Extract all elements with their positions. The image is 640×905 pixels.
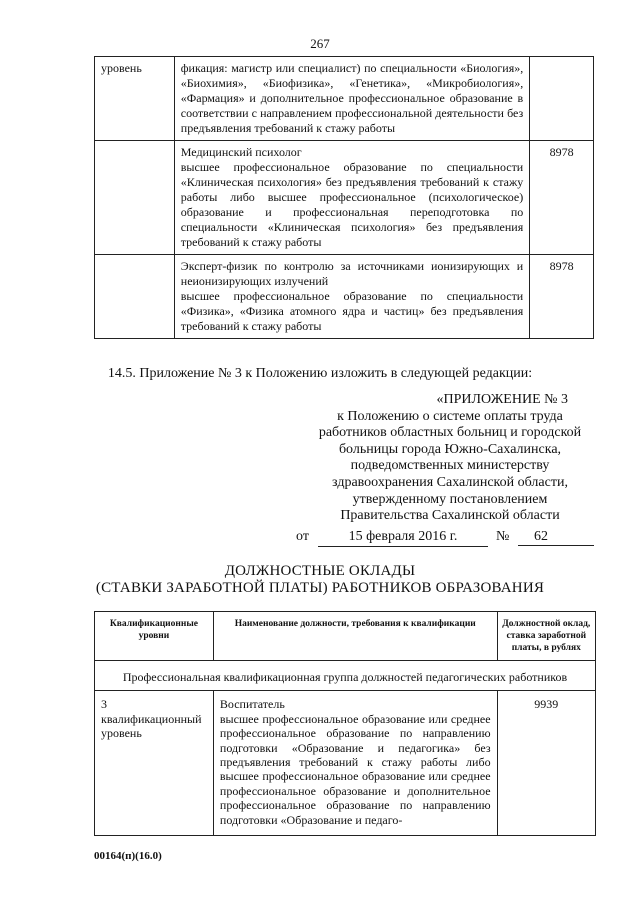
salary-cell — [530, 57, 594, 141]
requirements-cell: Медицинский психолог высшее профессиональное образование по специальности «Клиническая психология» без предъявления требований к стажу работы либо высшее профессиональное (психологическое) образование и профессиональная переподготовка по специальности «Клиническая психология» без предъявления требований к стажу работы — [174, 141, 529, 255]
appendix-title: «ПРИЛОЖЕНИЕ № 3 — [436, 392, 568, 407]
table-row — [95, 57, 594, 141]
salary-cell: 9939 — [497, 691, 595, 836]
page-number: 267 — [310, 36, 330, 51]
level-cell: уровень — [95, 57, 175, 141]
appendix-line: утвержденному постановлением — [352, 491, 548, 507]
column-header-levels: Квалификационные уровни — [95, 612, 214, 661]
appendix-line: Правительства Сахалинской области — [340, 508, 560, 524]
group-title: Профессиональная квалификационная группа должностей педагогических работников — [95, 661, 596, 691]
appendix-line: к Положению о системе оплаты труда — [337, 408, 563, 424]
requirements-cell: Эксперт-физик по контролю за источниками ионизирующих и неионизирующих излучений высшее профессиональное образование по специальности «Физика», «Физика атомного ядра и частиц» без предъявления требований к стажу работы — [174, 255, 529, 339]
table-row — [95, 691, 596, 836]
appendix-header — [300, 392, 600, 525]
number-label: № — [496, 529, 510, 544]
appendix-line: работников областных больниц и городской — [318, 425, 582, 441]
document-subtitle: (СТАВКИ ЗАРАБОТНОЙ ПЛАТЫ) РАБОТНИКОВ ОБРАЗОВАНИЯ — [95, 580, 545, 596]
table-row — [95, 255, 594, 339]
document-code: 00164(п)(16.0) — [94, 850, 162, 862]
from-label: от — [296, 529, 309, 544]
level-cell — [95, 255, 175, 339]
salary-cell: 8978 — [530, 141, 594, 255]
appendix-line: больницы города Южно-Сахалинска, — [338, 441, 562, 457]
requirements-cell: Воспитатель высшее профессиональное образование или среднее профессиональное образование по направлению подготовки «Образование и педагогика» без предъявления требований к стажу работы либо высшее профессиональное образование или среднее профессиональное образование и дополнительное профессиональное образование по направлению подготовки «Образование и педаго- — [213, 691, 497, 836]
resolution-dateline — [296, 529, 596, 549]
appendix-line: подведомственных министерству — [350, 458, 550, 474]
document-title: ДОЛЖНОСТНЫЕ ОКЛАДЫ — [224, 563, 416, 579]
group-row — [95, 661, 596, 691]
continuation-table — [94, 56, 594, 339]
requirements-cell: фикация: магистр или специалист) по специальности «Биология», «Биохимия», «Биофизика», «Генетика», «Микробиология», «Фармация» и дополнительное профессиональное образование в соответствии с направлением профессиональной деятельности без предъявления требований к стажу работы — [174, 57, 529, 141]
resolution-number: 62 — [518, 529, 594, 546]
salary-table — [94, 611, 596, 836]
level-cell: 3 квалификационный уровень — [95, 691, 214, 836]
salary-cell: 8978 — [530, 255, 594, 339]
amendment-paragraph: 14.5. Приложение № 3 к Положению изложить в следующей редакции: — [107, 366, 533, 381]
level-cell — [95, 141, 175, 255]
table-row — [95, 141, 594, 255]
table-header-row — [95, 612, 596, 661]
appendix-line: здравоохранения Сахалинской области, — [332, 474, 568, 490]
column-header-position: Наименование должности, требования к квалификации — [213, 612, 497, 661]
column-header-salary: Должностной оклад, ставка заработной платы, в рублях — [497, 612, 595, 661]
resolution-date: 15 февраля 2016 г. — [318, 529, 488, 547]
